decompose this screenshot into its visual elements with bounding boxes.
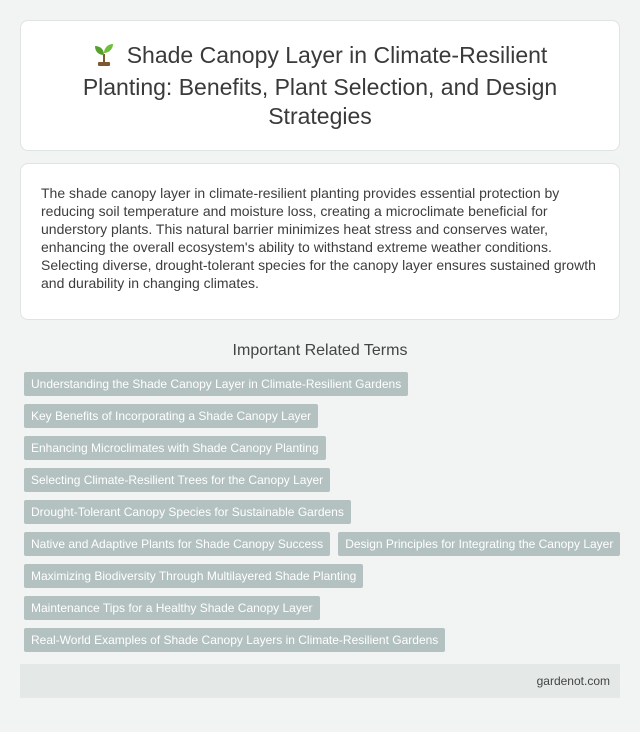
related-term-tag[interactable]: Maintenance Tips for a Healthy Shade Canopy Layer [24,596,320,620]
related-term-tag[interactable]: Maximizing Biodiversity Through Multilayered Shade Planting [24,564,363,588]
related-term-tag[interactable]: Drought-Tolerant Canopy Species for Sustainable Gardens [24,500,351,524]
title-card [20,20,620,151]
title-text: Shade Canopy Layer in Climate-Resilient Planting: Benefits, Plant Selection, and Design Strategies [82,41,558,129]
related-terms-list [20,372,620,652]
related-term-tag[interactable]: Selecting Climate-Resilient Trees for the Canopy Layer [24,468,330,492]
related-term-tag[interactable]: Design Principles for Integrating the Canopy Layer [338,532,620,556]
related-term-tag[interactable]: Key Benefits of Incorporating a Shade Canopy Layer [24,404,318,428]
related-term-tag[interactable]: Native and Adaptive Plants for Shade Canopy Success [24,532,330,556]
footer-site-link[interactable]: gardenot.com [536,674,610,688]
footer [20,664,620,698]
page-title [61,41,579,131]
related-term-tag[interactable]: Real-World Examples of Shade Canopy Layers in Climate-Resilient Gardens [24,628,445,652]
description-text: The shade canopy layer in climate-resilient planting provides essential protection by reducing soil temperature and moisture loss, creating a microclimate beneficial for understory plants. This natural barrier minimizes heat stress and conserves water, enhancing the overall ecosystem's ability to withstand extreme weather conditions. Selecting diverse, drought-tolerant species for the canopy layer ensures sustained growth and durability in changing climates. [41,185,596,291]
related-terms-heading: Important Related Terms [232,342,408,359]
sprout-icon [93,42,115,73]
description-card [20,163,620,320]
related-term-tag[interactable]: Enhancing Microclimates with Shade Canopy Planting [24,436,326,460]
related-term-tag[interactable]: Understanding the Shade Canopy Layer in Climate-Resilient Gardens [24,372,408,396]
